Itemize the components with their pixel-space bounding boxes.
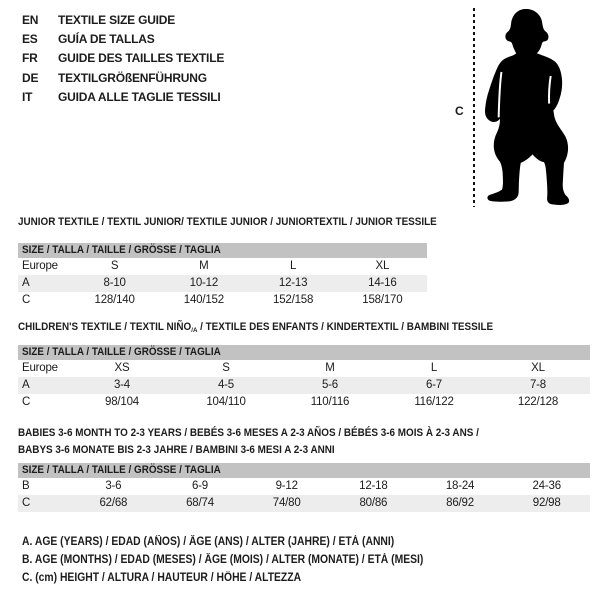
height-measure-label: C [455, 104, 464, 118]
value-cell: 74/80 [272, 497, 301, 509]
size-cell: XS [114, 362, 130, 374]
value-cell: 68/74 [186, 497, 214, 509]
value-cell: 3-6 [105, 480, 122, 492]
row-label: A [22, 379, 30, 391]
value-cell: 116/122 [414, 396, 454, 408]
table-row-height [18, 292, 427, 309]
value-cell: 14-16 [368, 277, 397, 289]
language-row [22, 30, 224, 49]
value-cell: 122/128 [517, 396, 559, 408]
value-cell: 5-6 [321, 379, 339, 391]
value-cell: 62/68 [99, 497, 128, 509]
value-cell: 6-9 [191, 480, 209, 492]
value-cell: 9-12 [275, 480, 298, 492]
size-table-children [18, 345, 590, 411]
language-code: EN [22, 13, 39, 27]
language-title: TEXTILE SIZE GUIDE [58, 13, 176, 27]
language-code: FR [22, 51, 38, 66]
footnote-age-years: A. AGE (YEARS) / EDAD (AÑOS) / ÂGE (ANS) / ALTER (JAHRE) / ETÀ (ANNI) [22, 536, 395, 548]
table-row-age-months [18, 478, 590, 495]
value-cell: 92/98 [532, 497, 561, 509]
row-label: Europe [22, 362, 58, 374]
value-cell: 128/140 [94, 294, 135, 306]
size-cell: S [222, 362, 230, 374]
table-row-height [18, 495, 590, 512]
value-cell: 3-4 [113, 379, 131, 391]
value-cell: 8-10 [103, 277, 126, 289]
row-label: C [22, 497, 31, 509]
table-row-age-years [18, 275, 427, 292]
section-title-babies-line2: BABYS 3-6 MONATE BIS 2-3 JAHRE / BAMBINI 3-6 MESI A 2-3 ANNI [18, 444, 335, 456]
value-cell: 98/104 [105, 396, 139, 408]
size-cell: L [430, 362, 438, 374]
table-row-height [18, 394, 590, 411]
size-cell: L [290, 260, 297, 272]
size-table-junior [18, 243, 427, 309]
language-title: GUÍA DE TALLAS [58, 32, 155, 47]
footnote-age-months: B. AGE (MONTHS) / EDAD (MESES) / ÂGE (MOIS) / ALTER (MONATE) / ETÀ (MESI) [22, 554, 424, 566]
size-cell: M [325, 362, 335, 374]
value-cell: 86/92 [446, 497, 474, 509]
size-cell: S [110, 260, 119, 272]
language-row [22, 88, 224, 107]
language-row [22, 69, 224, 88]
height-dashed-line [473, 8, 475, 207]
size-table-babies [18, 463, 590, 512]
language-code: ES [22, 32, 38, 47]
language-code: DE [22, 70, 39, 85]
section-title-babies-line1: BABIES 3-6 MONTH TO 2-3 YEARS / BEBÉS 3-6 MESES A 2-3 AÑOS / BÉBÉS 3-6 MOIS À 2-3 ANS / [18, 427, 479, 439]
language-title: TEXTILGRÖßENFÜHRUNG [58, 70, 207, 85]
row-label: C [22, 396, 31, 408]
row-label: Europe [22, 260, 58, 272]
language-row [22, 49, 224, 68]
value-cell: 4-5 [217, 379, 235, 391]
language-code: IT [22, 89, 33, 104]
size-cell: XL [375, 260, 390, 272]
size-header-bar: SIZE / TALLA / TAILLE / GRÖSSE / TAGLIA [18, 243, 427, 258]
value-cell: 24-36 [532, 480, 561, 492]
language-title: GUIDA ALLE TAGLIE TESSILI [58, 89, 221, 104]
value-cell: 18-24 [445, 480, 475, 492]
size-header-bar: SIZE / TALLA / TAILLE / GRÖSSE / TAGLIA [18, 345, 590, 360]
language-row [22, 11, 224, 30]
value-cell: 6-7 [425, 379, 443, 391]
footnote-height: C. (cm) HEIGHT / ALTURA / HAUTEUR / HÖHE / ALTEZZA [22, 572, 302, 584]
value-cell: 158/170 [362, 294, 403, 306]
subscript-a: /A [191, 327, 198, 334]
value-cell: 104/110 [206, 396, 246, 408]
value-cell: 140/152 [183, 294, 224, 306]
size-cell: M [199, 260, 209, 272]
table-row-europe [18, 258, 427, 275]
value-cell: 12-13 [278, 277, 308, 289]
language-header [22, 11, 224, 107]
table-row-age-years [18, 377, 590, 394]
value-cell: 7-8 [529, 379, 547, 391]
value-cell: 12-18 [359, 480, 388, 492]
footnotes [22, 533, 468, 587]
value-cell: 10-12 [189, 277, 219, 289]
language-title: GUIDE DES TAILLES TEXTILE [58, 51, 225, 66]
table-row-europe [18, 360, 590, 377]
baby-silhouette-icon [480, 7, 580, 209]
value-cell: 110/116 [310, 396, 350, 408]
value-cell: 152/158 [273, 294, 314, 306]
value-cell: 80/86 [359, 497, 388, 509]
row-label: A [22, 277, 30, 289]
section-title-junior: JUNIOR TEXTILE / TEXTIL JUNIOR/ TEXTILE JUNIOR / JUNIORTEXTIL / JUNIOR TESSILE [18, 216, 437, 228]
row-label: C [22, 294, 31, 306]
size-header-bar: SIZE / TALLA / TAILLE / GRÖSSE / TAGLIA [18, 463, 590, 478]
row-label: B [22, 480, 30, 492]
section-title-children: CHILDREN'S TEXTILE / TEXTIL NIÑO/A / TEXTILE DES ENFANTS / KINDERTEXTIL / BAMBINI TESSILE [18, 321, 494, 334]
size-cell: XL [531, 362, 545, 374]
